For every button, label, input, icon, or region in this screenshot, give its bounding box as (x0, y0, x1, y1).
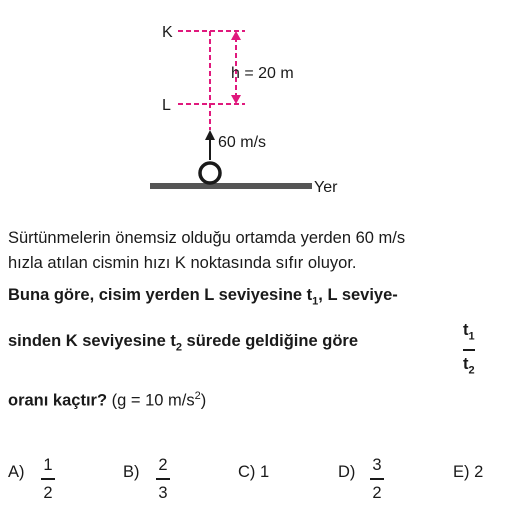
velocity-arrow-icon (205, 130, 215, 140)
q5-bold: oranı kaçtır? (8, 391, 108, 410)
ratio-fraction (463, 320, 475, 380)
option-a-den: 2 (43, 483, 53, 502)
ground (150, 183, 312, 189)
point-l-label: L (162, 97, 171, 114)
option-a[interactable] (8, 455, 68, 515)
t2-subscript: 2 (175, 341, 182, 354)
question-line-1: Sürtünmelerin önemsiz olduğu ortamda yerden 60 m/s (8, 229, 406, 247)
height-arrow-down-icon (231, 95, 241, 104)
q5-a: (g = 10 m/s (107, 391, 195, 410)
ratio-num-sub: 1 (468, 330, 475, 343)
q3-a: Buna göre, cisim yerden L seviyesine t (8, 286, 313, 304)
q4-a: sinden K seviyesine t (8, 332, 176, 350)
q3-b: , L seviye- (318, 286, 398, 304)
t1-subscript: 1 (312, 295, 319, 308)
ground-label: Yer (314, 179, 338, 196)
question-line-4 (8, 331, 358, 357)
option-d-num: 3 (372, 456, 382, 474)
ball (200, 163, 220, 183)
ratio-bar (463, 349, 475, 351)
option-d-fraction (370, 455, 384, 503)
option-d-den: 2 (372, 483, 382, 502)
height-label: h = 20 m (231, 65, 294, 82)
physics-diagram (0, 0, 509, 205)
option-b-fraction (156, 455, 170, 503)
option-e[interactable] (453, 455, 503, 515)
q4-b: sürede geldiğine göre (181, 332, 358, 350)
ratio-num-t: t (463, 321, 469, 339)
option-a-fraction (41, 455, 55, 503)
point-k-label: K (162, 24, 173, 41)
option-b[interactable] (123, 455, 183, 515)
option-a-num: 1 (43, 456, 53, 474)
option-e-label: E) 2 (453, 463, 484, 481)
option-b-den: 3 (158, 483, 168, 502)
q5-b: ) (200, 391, 207, 410)
option-c[interactable] (238, 455, 288, 515)
speed-label: 60 m/s (218, 134, 267, 151)
question-line-2: hızla atılan cismin hızı K noktasında sıfır oluyor. (8, 254, 357, 272)
question-line-5 (8, 386, 206, 411)
option-a-label: A) (8, 463, 25, 481)
option-b-num: 2 (158, 456, 168, 474)
g-sup: 2 (194, 390, 201, 402)
option-c-label: C) 1 (238, 463, 270, 481)
option-d-label: D) (338, 463, 356, 481)
option-d[interactable] (338, 455, 398, 515)
ratio-den-sub: 2 (468, 364, 475, 377)
question-line-3 (8, 285, 398, 311)
option-b-label: B) (123, 463, 140, 481)
ratio-den-t: t (463, 354, 469, 373)
height-arrow-up-icon (231, 31, 241, 40)
